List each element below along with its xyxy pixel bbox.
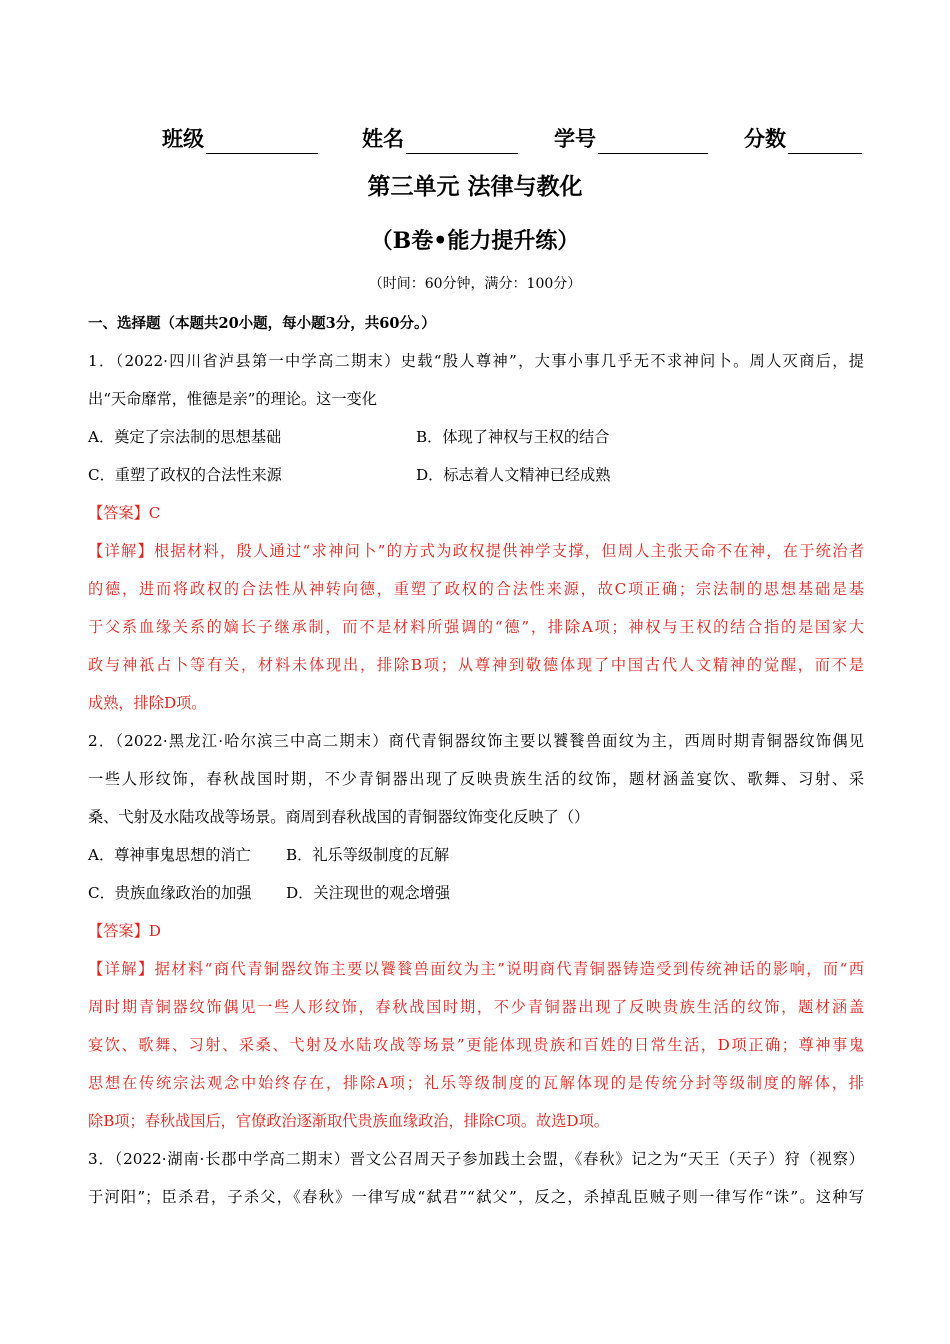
explanation-line: 成熟，排除D项。 (88, 694, 207, 712)
option-c[interactable]: C．贵族血缘政治的加强 (88, 884, 252, 902)
name-blank[interactable] (406, 129, 518, 154)
score-blank[interactable] (788, 129, 862, 154)
section-heading: 一、选择题（本题共20小题，每小题3分，共60分。） (88, 315, 436, 332)
unit-title: 第三单元 法律与教化 (367, 173, 583, 200)
score-label: 分数 (744, 126, 786, 151)
option-row (88, 874, 864, 912)
option-row (88, 456, 864, 494)
student-info-line (0, 124, 950, 156)
question-stem-line: 2．（2022·黑龙江·哈尔滨三中高二期末）商代青铜器纹饰主要以饕餮兽面纹为主，西周时期青铜器纹饰偶见 (88, 732, 864, 750)
explanation-line: 【详解】据材料“商代青铜器纹饰主要以饕餮兽面纹为主”说明商代青铜器铸造受到传统神话的影响，而“西 (88, 960, 864, 978)
question-stem-line: 于河阳”；臣杀君，子杀父，《春秋》一律写成“弑君”“弑父”，反之，杀掉乱臣贼子则一律写作“诛”。这种写 (88, 1188, 864, 1206)
explanation-line: 政与神祇占卜等有关，材料未体现出，排除B项；从尊神到敬德体现了中国古代人文精神的觉醒，而不是 (88, 656, 864, 674)
class-field[interactable] (162, 124, 318, 154)
explanation-line: 【详解】根据材料，殷人通过“求神问卜”的方式为政权提供神学支撑，但周人主张天命不在神，在于统治者 (88, 542, 864, 560)
class-blank[interactable] (206, 129, 318, 154)
question-stem-line: 出“天命靡常，惟德是亲”的理论。这一变化 (88, 390, 377, 408)
question-stem-line: 3．（2022·湖南·长郡中学高二期末）晋文公召周天子参加践土会盟，《春秋》记之为“天王（天子）狩（视察） (88, 1150, 864, 1168)
explanation-line: 于父系血缘关系的嫡长子继承制，而不是材料所强调的“德”，排除A项；神权与王权的结合指的是国家大 (88, 618, 864, 636)
score-field[interactable] (744, 124, 862, 154)
answer-line: 【答案】D (88, 922, 161, 940)
option-row (88, 418, 864, 456)
id-field[interactable] (554, 124, 708, 154)
explanation-line: 思想在传统宗法观念中始终存在，排除A项；礼乐等级制度的瓦解体现的是传统分封等级制度的解体，排 (88, 1074, 864, 1092)
question-stem-line: 1．（2022·四川省泸县第一中学高二期末）史载“殷人尊神”，大事小事几乎无不求神问卜。周人灭商后，提 (88, 352, 864, 370)
option-a[interactable]: A．尊神事鬼思想的消亡 (88, 846, 251, 864)
option-b[interactable]: B．体现了神权与王权的结合 (416, 428, 610, 446)
option-c[interactable]: C．重塑了政权的合法性来源 (88, 466, 282, 484)
id-blank[interactable] (598, 129, 708, 154)
option-a[interactable]: A．奠定了宗法制的思想基础 (88, 428, 282, 446)
question-2 (88, 722, 864, 1140)
name-label: 姓名 (362, 126, 404, 151)
id-label: 学号 (554, 126, 596, 151)
option-d[interactable]: D．关注现世的观念增强 (286, 884, 451, 902)
paper-subtitle: （B卷•能力提升练） (370, 228, 580, 254)
option-d[interactable]: D．标志着人文精神已经成熟 (416, 466, 611, 484)
explanation-line: 周时期青铜器纹饰偶见一些人形纹饰，春秋战国时期，不少青铜器出现了反映贵族生活的纹饰，题材涵盖 (88, 998, 864, 1016)
exam-time-score: （时间：60分钟，满分：100分） (368, 276, 582, 292)
question-stem-line: 桑、弋射及水陆攻战等场景。商周到春秋战国的青铜器纹饰变化反映了（） (88, 808, 590, 826)
name-field[interactable] (362, 124, 518, 154)
option-b[interactable]: B．礼乐等级制度的瓦解 (286, 846, 450, 864)
question-3 (88, 1140, 864, 1216)
explanation-line: 除B项；春秋战国后，官僚政治逐渐取代贵族血缘政治，排除C项。故选D项。 (88, 1112, 609, 1130)
question-1 (88, 342, 864, 722)
explanation-line: 宴饮、歌舞、习射、采桑、弋射及水陆攻战等场景”更能体现贵族和百姓的日常生活，D项正确；尊神事鬼 (88, 1036, 864, 1054)
question-stem-line: 一些人形纹饰，春秋战国时期，不少青铜器出现了反映贵族生活的纹饰，题材涵盖宴饮、歌舞、习射、采 (88, 770, 864, 788)
explanation-line: 的德，进而将政权的合法性从神转向德，重塑了政权的合法性来源，故C项正确；宗法制的思想基础是基 (88, 580, 864, 598)
answer-line: 【答案】C (88, 504, 161, 522)
option-row (88, 836, 864, 874)
class-label: 班级 (162, 126, 204, 151)
